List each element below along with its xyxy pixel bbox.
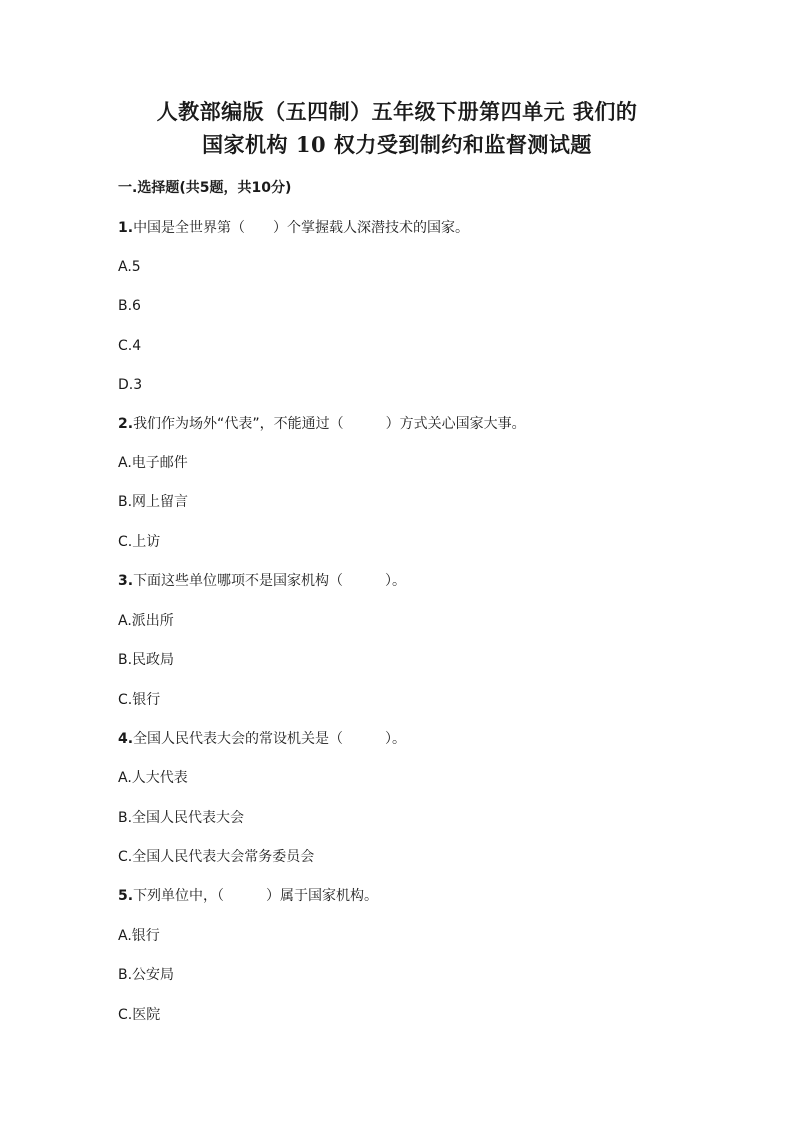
question-2-option-c: C.上访	[118, 534, 161, 550]
question-1-option-a: A.5	[118, 259, 141, 275]
question-5	[118, 886, 378, 906]
question-5-option-b: B.公安局	[118, 967, 175, 983]
question-4	[118, 729, 406, 749]
question-text: 下面这些单位哪项不是国家机构（ ）。	[133, 573, 407, 589]
question-number: 4.	[118, 731, 134, 747]
question-text: 中国是全世界第（ ）个掌握载人深潜技术的国家。	[133, 220, 470, 236]
question-text: 下列单位中，（ ）属于国家机构。	[133, 888, 379, 904]
question-2-option-b: B.网上留言	[118, 494, 189, 510]
question-4-option-b: B.全国人民代表大会	[118, 810, 245, 826]
question-1-option-c: C.4	[118, 338, 142, 354]
question-number: 3.	[118, 573, 134, 589]
question-5-option-a: A.银行	[118, 928, 160, 944]
question-2	[118, 414, 526, 434]
question-number: 2.	[118, 416, 134, 432]
question-2-option-a: A.电子邮件	[118, 455, 188, 471]
question-3-option-a: A.派出所	[118, 613, 174, 629]
section-heading: 一.选择题(共5题，共10分)	[118, 180, 292, 196]
question-1	[118, 218, 469, 238]
question-4-option-c: C.全国人民代表大会常务委员会	[118, 849, 315, 865]
document-title-line-1: 人教部编版（五四制）五年级下册第四单元 我们的	[156, 99, 638, 124]
question-3-option-c: C.银行	[118, 692, 161, 708]
question-1-option-d: D.3	[118, 377, 143, 393]
question-number: 5.	[118, 888, 134, 904]
question-number: 1.	[118, 220, 134, 236]
question-text: 全国人民代表大会的常设机关是（ ）。	[133, 731, 407, 747]
question-3-option-b: B.民政局	[118, 652, 175, 668]
question-1-option-b: B.6	[118, 298, 141, 314]
question-5-option-c: C.医院	[118, 1007, 161, 1023]
document-title-line-2: 国家机构 10 权力受到制约和监督测试题	[202, 132, 592, 157]
question-4-option-a: A.人大代表	[118, 770, 188, 786]
question-3	[118, 571, 406, 591]
question-text: 我们作为场外“代表”，不能通过（ ）方式关心国家大事。	[133, 416, 526, 432]
